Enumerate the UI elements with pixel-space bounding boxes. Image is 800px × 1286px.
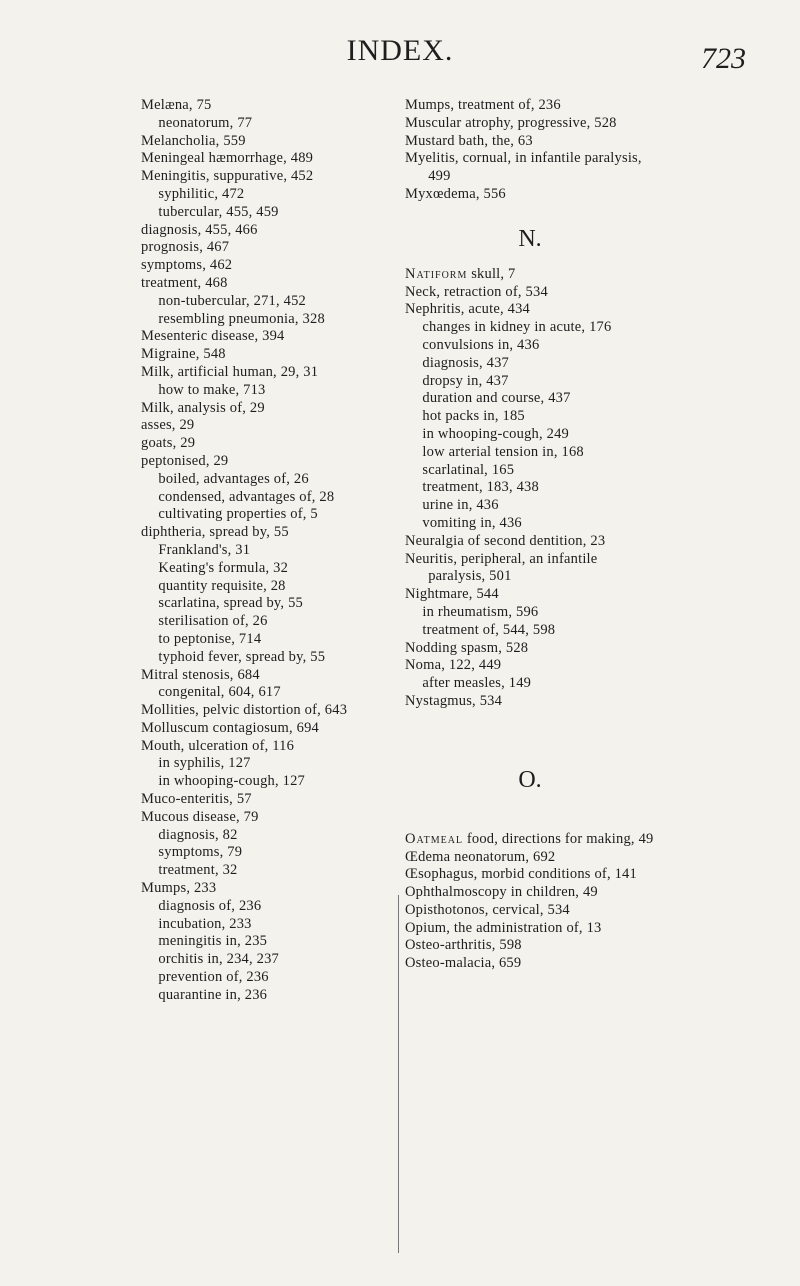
index-entry: how to make, 713: [158, 381, 266, 398]
index-entry: in whooping-cough, 127: [158, 773, 305, 790]
index-entry: sterilisation of, 26: [158, 613, 268, 630]
index-column-left: [141, 97, 366, 1005]
index-entry: convulsions in, 436: [422, 336, 540, 353]
index-entry: goats, 29: [141, 435, 196, 452]
index-entry: to peptonise, 714: [158, 630, 262, 647]
index-entry: neonatorum, 77: [158, 114, 253, 131]
index-entry: prevention of, 236: [158, 969, 269, 986]
index-entry: Muscular atrophy, progressive, 528: [405, 114, 617, 131]
index-entry: Milk, artificial human, 29, 31: [141, 363, 319, 380]
section-letter-o: O.: [518, 766, 542, 793]
index-entry: meningitis in, 235: [158, 933, 268, 950]
index-entry: Mitral stenosis, 684: [141, 666, 260, 683]
index-entry: low arterial tension in, 168: [422, 443, 584, 460]
column-divider: [398, 895, 399, 1253]
index-entry: Nodding spasm, 528: [405, 639, 529, 656]
index-entry: [405, 266, 655, 284]
index-entry: duration and course, 437: [422, 390, 571, 407]
index-entry: Neuritis, peripheral, an infantile paralysis, 501: [405, 550, 598, 585]
index-entry: orchitis in, 234, 237: [158, 951, 280, 968]
index-entry: Melæna, 75: [141, 97, 212, 113]
index-entry: in syphilis, 127: [158, 755, 251, 772]
index-entry: Mustard bath, the, 63: [405, 132, 533, 149]
index-entry-text: food, directions for making, 49: [463, 830, 654, 847]
index-entry: dropsy in, 437: [422, 372, 509, 389]
index-entry: Mumps, treatment of, 236: [405, 97, 561, 113]
index-entry: non-tubercular, 271, 452: [158, 292, 306, 309]
index-entry: Muco-enteritis, 57: [141, 791, 252, 808]
index-entry: [405, 831, 655, 849]
index-entry: Mollities, pelvic distortion of, 643: [141, 702, 348, 719]
index-entry: symptoms, 462: [141, 257, 233, 274]
index-entry: scarlatina, spread by, 55: [158, 595, 303, 612]
index-entry: diagnosis, 455, 466: [141, 221, 258, 238]
index-entry: Noma, 122, 449: [405, 657, 502, 674]
index-entry: diagnosis, 437: [422, 354, 509, 371]
index-entry: Œsophagus, morbid conditions of, 141: [405, 866, 637, 883]
index-entry: Nephritis, acute, 434: [405, 301, 531, 318]
index-entry: Mesenteric disease, 394: [141, 328, 285, 345]
index-entry: after measles, 149: [422, 675, 532, 692]
index-entry: quarantine in, 236: [158, 986, 268, 1003]
index-section-n: [405, 266, 655, 711]
index-entry: urine in, 436: [422, 497, 499, 514]
index-entry: in rheumatism, 596: [422, 603, 539, 620]
index-entry: resembling pneumonia, 328: [158, 310, 325, 327]
index-entry: cultivating properties of, 5: [158, 506, 318, 523]
index-entry: asses, 29: [141, 417, 195, 434]
index-entry: scarlatinal, 165: [422, 461, 515, 478]
index-entry: Mouth, ulceration of, 116: [141, 737, 295, 754]
index-entry: Nystagmus, 534: [405, 692, 503, 709]
index-entry: Melancholia, 559: [141, 132, 246, 149]
index-entry: peptonised, 29: [141, 452, 229, 469]
index-entry: Molluscum contagiosum, 694: [141, 719, 319, 736]
index-entry: Neuralgia of second dentition, 23: [405, 532, 606, 549]
index-entry: quantity requisite, 28: [158, 577, 286, 594]
index-entry: Keating's formula, 32: [158, 559, 289, 576]
index-entry: Mumps, 233: [141, 880, 217, 897]
index-entry: in whooping-cough, 249: [422, 425, 569, 442]
index-entry-lead-word: Oatmeal: [405, 830, 464, 847]
index-entry: congenital, 604, 617: [158, 684, 281, 701]
index-entry: Nightmare, 544: [405, 586, 499, 603]
index-entry: Œdema neonatorum, 692: [405, 848, 556, 865]
index-entry: Meningeal hæmorrhage, 489: [141, 150, 314, 167]
index-entry-text: skull, 7: [467, 265, 516, 282]
index-entry: Myxœdema, 556: [405, 185, 506, 202]
index-entry: treatment, 468: [141, 274, 228, 291]
index-entry: Osteo-arthritis, 598: [405, 937, 522, 954]
index-entry: Frankland's, 31: [158, 541, 251, 558]
index-section-m-continued: [405, 97, 655, 204]
index-entry: Opisthotonos, cervical, 534: [405, 901, 570, 918]
index-entry: Osteo-malacia, 659: [405, 955, 522, 972]
index-entry: Meningitis, suppurative, 452: [141, 168, 314, 185]
section-letter-n: N.: [518, 225, 542, 252]
index-entry: syphilitic, 472: [158, 185, 245, 202]
index-entry: symptoms, 79: [158, 844, 243, 861]
index-entry-lead-word: Natiform: [405, 265, 468, 282]
index-entry: vomiting in, 436: [422, 514, 522, 531]
index-entry: Neck, retraction of, 534: [405, 283, 548, 300]
index-entry: Ophthalmoscopy in children, 49: [405, 884, 598, 901]
index-entry: Milk, analysis of, 29: [141, 399, 265, 416]
index-entry: diagnosis, 82: [158, 826, 238, 843]
index-entry: incubation, 233: [158, 915, 252, 932]
index-entry: treatment, 32: [158, 862, 238, 879]
index-entry: hot packs in, 185: [422, 408, 525, 425]
index-entry: boiled, advantages of, 26: [158, 470, 309, 487]
index-entry: Mucous disease, 79: [141, 808, 259, 825]
index-entry: prognosis, 467: [141, 239, 230, 256]
index-entry: changes in kidney in acute, 176: [422, 319, 612, 336]
index-entry: diphtheria, spread by, 55: [141, 524, 289, 541]
index-entry: condensed, advantages of, 28: [158, 488, 335, 505]
index-entry: Migraine, 548: [141, 346, 226, 363]
index-entry: Opium, the administration of, 13: [405, 919, 602, 936]
index-entry: treatment, 183, 438: [422, 479, 539, 496]
index-entry: Myelitis, cornual, in infantile paralysis, 499: [405, 150, 642, 185]
index-entry: tubercular, 455, 459: [158, 203, 279, 220]
index-column-right: [405, 97, 655, 973]
index-section-o: [405, 831, 655, 973]
index-entry: treatment of, 544, 598: [422, 621, 556, 638]
index-entry: typhoid fever, spread by, 55: [158, 648, 326, 665]
page-number: 723: [701, 42, 746, 75]
index-entry: diagnosis of, 236: [158, 897, 262, 914]
page-header-title: INDEX.: [346, 34, 454, 67]
